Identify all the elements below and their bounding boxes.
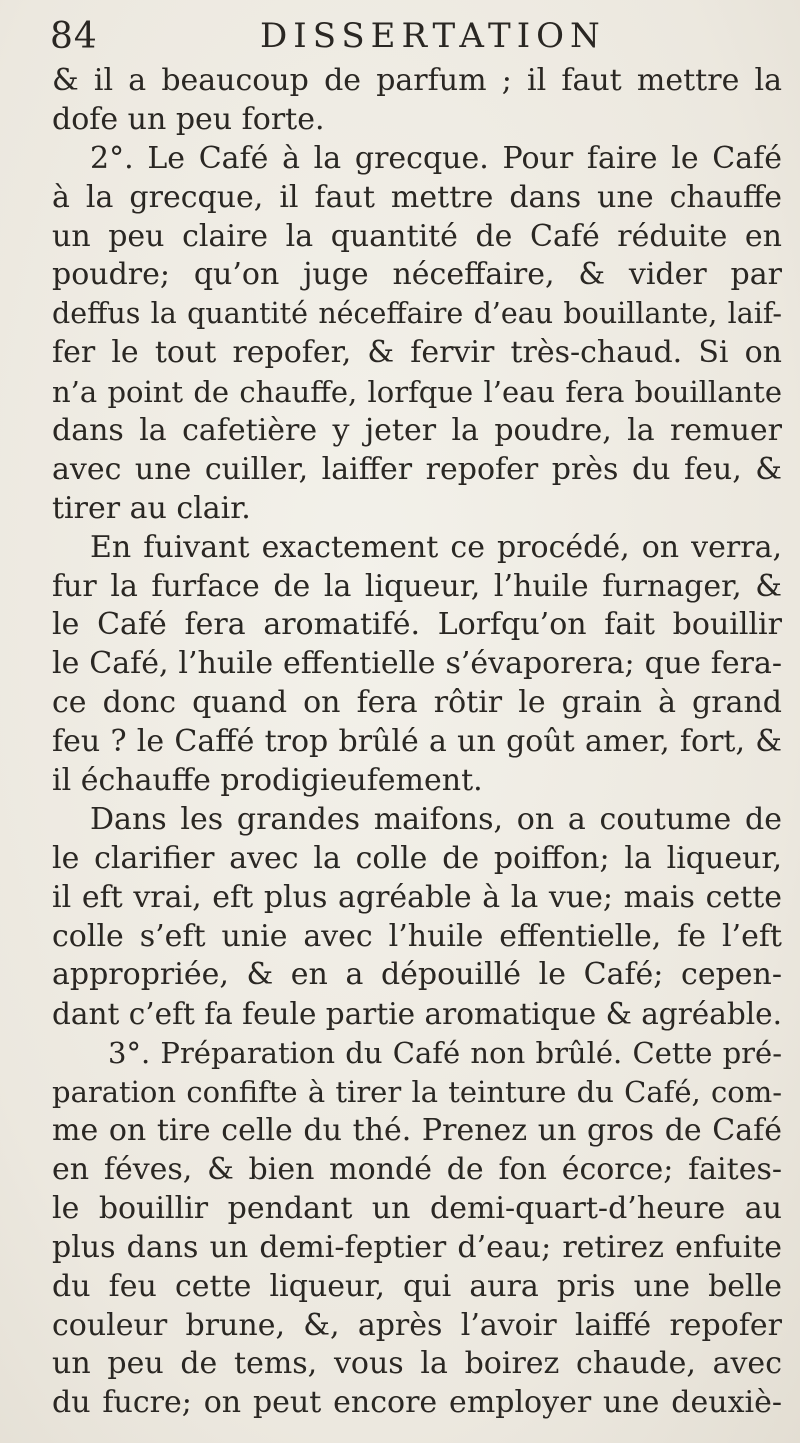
text-line: dofe un peu forte. <box>52 101 325 137</box>
page-number: 84 <box>50 16 98 57</box>
text-line: 3°. Préparation du Café non brûlé. Cette pré- <box>108 1036 782 1071</box>
body-text <box>52 62 782 1423</box>
text-line: le bouillir pendant un demi-quart-d’heure au <box>52 1190 782 1226</box>
page-header <box>50 12 760 56</box>
text-line: il eft vrai, eft plus agréable à la vue; mais cette <box>52 879 782 915</box>
text-line: n’a point de chauffe, lorfque l’eau fera bouillante <box>52 375 782 410</box>
text-line: me on tire celle du thé. Prenez un gros de Café <box>52 1113 782 1149</box>
text-line: Dans les grandes maifons, on a coutume de <box>90 801 782 837</box>
text-line: ce donc quand on fera rôtir le grain à grand <box>52 685 782 721</box>
text-line: deffus la quantité néceffaire d’eau bouillante, laif- <box>52 297 782 331</box>
text-line: fer le tout repofer, & fervir très-chaud. Si on <box>52 335 782 371</box>
text-line: plus dans un demi-feptier d’eau; retirez enfuite <box>52 1229 782 1265</box>
running-title: DISSERTATION <box>260 16 606 56</box>
text-line: dans la cafetière y jeter la poudre, la remuer <box>52 413 782 449</box>
text-line: En fuivant exactement ce procédé, on verra, <box>90 529 782 565</box>
text-line: fur la furface de la liqueur, l’huile furnager, & <box>52 568 782 604</box>
text-line: appropriée, & en a dépouillé le Café; cepen- <box>52 957 782 993</box>
text-line: paration confifte à tirer la teinture du Café, com- <box>52 1075 782 1110</box>
text-line: il échauffe prodigieufement. <box>52 763 483 799</box>
text-line: avec une cuiller, laiffer repofer près du feu, & <box>52 451 782 487</box>
text-line: & il a beaucoup de parfum ; il faut mettre la <box>52 63 782 98</box>
text-line: en féves, & bien mondé de fon écorce; faites- <box>52 1151 782 1187</box>
text-line: tirer au clair. <box>52 490 251 526</box>
text-line: à la grecque, il faut mettre dans une chauffe <box>52 179 782 215</box>
text-line: le Café, l’huile effentielle s’évaporera; que fera- <box>52 646 782 682</box>
text-line: du fucre; on peut encore employer une deuxiè- <box>52 1385 782 1421</box>
text-line: un peu de tems, vous la boirez chaude, avec <box>52 1346 782 1382</box>
text-line: le clarifier avec la colle de poiffon; la liqueur, <box>52 840 782 876</box>
text-line: feu ? le Caffé trop brûlé a un goût amer, fort, & <box>52 724 782 760</box>
text-line: poudre; qu’on juge néceffaire, & vider par <box>52 257 782 293</box>
text-line: du feu cette liqueur, qui aura pris une belle <box>52 1268 782 1304</box>
text-line: couleur brune, &, après l’avoir laiffé repofer <box>52 1307 782 1343</box>
text-line: 2°. Le Café à la grecque. Pour faire le Café <box>90 140 782 176</box>
text-line: colle s’eft unie avec l’huile effentielle, fe l’eft <box>52 918 782 954</box>
text-line: un peu claire la quantité de Café réduite en <box>52 218 782 254</box>
text-line: le Café fera aromatifé. Lorfqu’on fait bouillir <box>52 607 782 643</box>
text-line: dant c’eft fa feule partie aromatique & agréable. <box>52 997 782 1032</box>
